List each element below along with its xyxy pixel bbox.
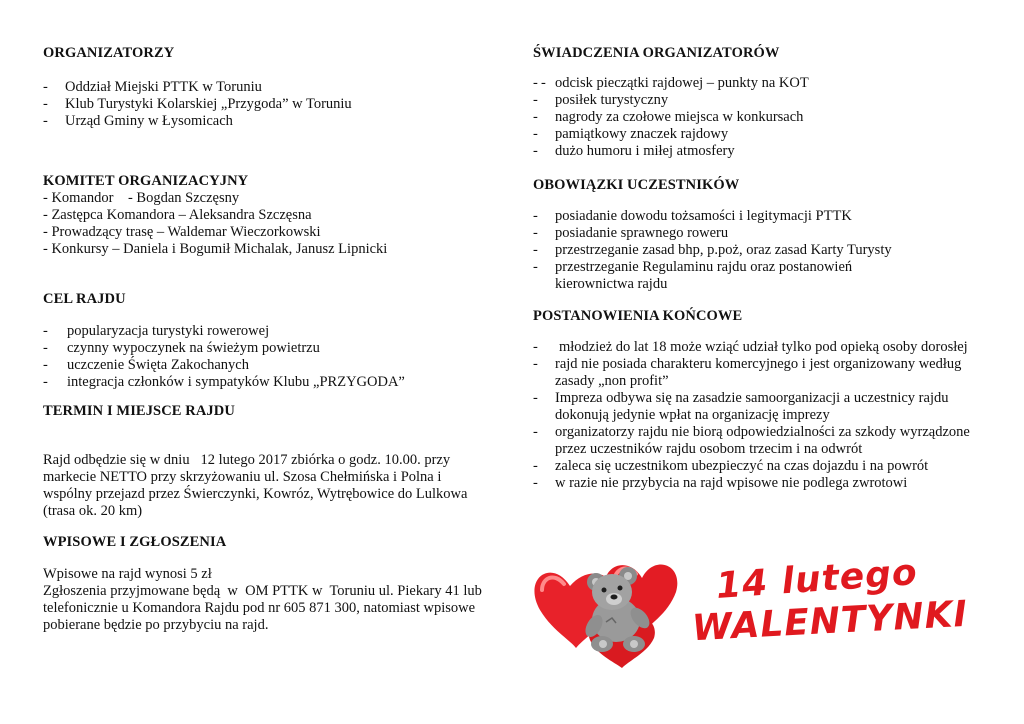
- committee-heading: KOMITET ORGANIZACYJNY: [43, 173, 249, 189]
- list-item: - popularyzacja turystyki rowerowej: [43, 323, 493, 340]
- duties-section: [533, 177, 983, 293]
- benefits-list: [533, 75, 983, 160]
- list-item: - integracja członków i sympatyków Klubu „PRZYGODA”: [43, 374, 493, 391]
- list-item: - pamiątkowy znaczek rajdowy: [533, 126, 983, 143]
- fees-heading: WPISOWE I ZGŁOSZENIA: [43, 534, 227, 550]
- fees-section: [43, 534, 493, 634]
- valentines-graphic: [530, 548, 969, 668]
- list-item: - nagrody za czołowe miejsca w konkursach: [533, 109, 983, 126]
- list-item: - Klub Turystyki Kolarskiej „Przygoda” w Toruniu: [43, 96, 493, 113]
- list-item: - Prowadzący trasę – Waldemar Wieczorkowski: [43, 224, 321, 240]
- committee-section: [43, 173, 493, 258]
- list-item: - Zastępca Komandora – Aleksandra Szczęsna: [43, 207, 312, 223]
- list-item: - Urząd Gminy w Łysomicach: [43, 113, 493, 130]
- list-item: - organizatorzy rajdu nie biorą odpowiedzialności za szkody wyrządzone przez uczestników rajdu osobom trzecim i na odwrót: [533, 424, 995, 458]
- list-item: - Konkursy – Daniela i Bogumił Michalak, Janusz Lipnicki: [43, 241, 388, 257]
- final-section: [533, 308, 983, 492]
- list-item: - Komandor - Bogdan Szczęsny: [43, 190, 240, 206]
- fees-registration: Zgłoszenia przyjmowane będą w OM PTTK w Toruniu ul. Piekary 41 lub telefonicznie u Komandora Rajdu pod nr 605 871 300, natomiast wpisowe pobierane będzie po przybyciu na rajd.: [43, 583, 486, 633]
- list-item: - czynny wypoczynek na świeżym powietrzu: [43, 340, 493, 357]
- benefits-heading: ŚWIADCZENIA ORGANIZATORÓW: [533, 45, 780, 61]
- duties-list: [533, 208, 983, 293]
- list-item: - uczczenie Święta Zakochanych: [43, 357, 493, 374]
- duties-heading: OBOWIĄZKI UCZESTNIKÓW: [533, 177, 740, 193]
- list-item: - przestrzeganie zasad bhp, p.poż, oraz zasad Karty Turysty: [533, 242, 983, 259]
- goal-section: [43, 291, 493, 391]
- committee-list: [43, 190, 493, 258]
- date-place-section: [43, 403, 493, 520]
- goal-heading: CEL RAJDU: [43, 291, 126, 307]
- list-item: - Impreza odbywa się na zasadzie samoorganizacji a uczestnicy rajdu dokonują jedynie wpłat na organizację imprezy: [533, 390, 975, 424]
- goal-list: [43, 323, 493, 391]
- date-place-heading: TERMIN I MIEJSCE RAJDU: [43, 403, 235, 419]
- fees-amount: Wpisowe na rajd wynosi 5 zł: [43, 566, 212, 582]
- list-item: - posiadanie dowodu tożsamości i legitymacji PTTK: [533, 208, 983, 225]
- list-item-text: odcisk pieczątki rajdowej – punkty na KOT: [555, 75, 809, 91]
- list-item: - młodzież do lat 18 może wziąć udział tylko pod opieką osoby dorosłej: [533, 339, 983, 356]
- benefits-section: [533, 45, 983, 160]
- final-heading: POSTANOWIENIA KOŃCOWE: [533, 308, 743, 324]
- list-item: - zaleca się uczestnikom ubezpieczyć na czas dojazdu i na powrót: [533, 458, 983, 475]
- graphic-line2: WALENTYNKI: [691, 593, 969, 650]
- list-item: - - odcisk pieczątki rajdowej – punkty na KOT: [533, 75, 983, 92]
- list-item: - dużo humoru i miłej atmosfery: [533, 143, 983, 160]
- list-item: - w razie nie przybycia na rajd wpisowe nie podlega zwrotowi: [533, 475, 983, 492]
- date-place-text: Rajd odbędzie się w dniu 12 lutego 2017 zbiórka o godz. 10.00. przy markecie NETTO przy skrzyżowaniu ul. Szosa Chełmińska i Polna i wspólny przejazd przez Świerczynki, Kowróz, Wytrębowice do Lulkowa (trasa ok. 20 km): [43, 452, 472, 519]
- list-item: - posiłek turystyczny: [533, 92, 983, 109]
- organizers-list: [43, 79, 493, 130]
- list-item: - rajd nie posiada charakteru komercyjnego i jest organizowany według zasady „non profit”: [533, 356, 975, 390]
- list-item: - posiadanie sprawnego roweru: [533, 225, 983, 242]
- organizers-section: [43, 45, 493, 130]
- final-list: [533, 339, 983, 492]
- organizers-heading: ORGANIZATORZY: [43, 45, 175, 61]
- graphic-line1: 14 lutego: [714, 552, 919, 607]
- list-item: - przestrzeganie Regulaminu rajdu oraz postanowień kierownictwa rajdu: [533, 259, 895, 293]
- list-item: - Oddział Miejski PTTK w Toruniu: [43, 79, 493, 96]
